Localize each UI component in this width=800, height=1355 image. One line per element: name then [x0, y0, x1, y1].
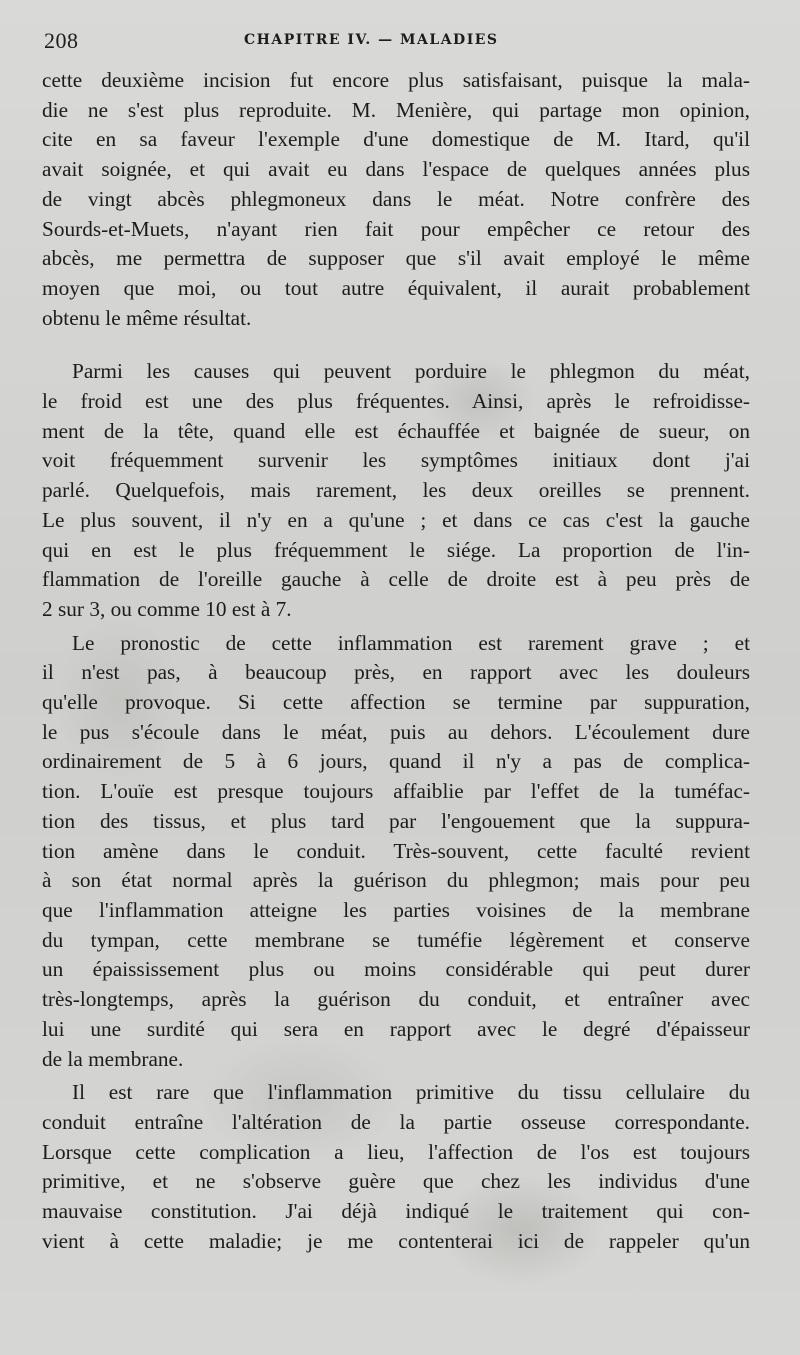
- text-line: cette deuxième incision fut encore plus satisfaisant, puisque la mala-: [42, 68, 750, 92]
- text-line: primitive, et ne s'observe guère que chez les individus d'une: [42, 1169, 750, 1194]
- text-line: 2 sur 3, ou comme 10 est à 7.: [42, 596, 292, 621]
- text-line: mauvaise constitution. J'ai déjà indiqué le traitement qui con-: [42, 1199, 750, 1224]
- text-line: le froid est une des plus fréquentes. Ainsi, après le refroidisse-: [42, 389, 750, 414]
- text-line: vient à cette maladie; je me contenterai ici de rappeler qu'un: [42, 1228, 750, 1253]
- text-line: die ne s'est plus reproduite. M. Menière, qui partage mon opinion,: [42, 97, 750, 122]
- text-line: tion des tissus, et plus tard par l'engouement que la suppura-: [42, 808, 750, 833]
- text-line: parlé. Quelquefois, mais rarement, les deux oreilles se prennent.: [42, 478, 750, 503]
- paragraph-2: [42, 357, 750, 624]
- text-line: il n'est pas, à beaucoup près, en rapport avec les douleurs: [42, 660, 750, 685]
- text-line: qui en est le plus fréquemment le siége. La proportion de l'in-: [42, 537, 750, 562]
- paragraph-1: [42, 66, 750, 333]
- text-line: de vingt abcès phlegmoneux dans le méat. Notre confrère des: [42, 186, 750, 211]
- text-line: ment de la tête, quand elle est échauffée et baignée de sueur, on: [42, 418, 750, 443]
- text-line: Il est rare que l'inflammation primitive du tissu cellulaire du: [72, 1080, 750, 1105]
- text-line: très-longtemps, après la guérison du conduit, et entraîner avec: [42, 987, 750, 1012]
- text-line: Le pronostic de cette inflammation est rarement grave ; et: [72, 630, 750, 655]
- text-line: obtenu le même résultat.: [42, 305, 252, 330]
- text-line: avait soignée, et qui avait eu dans l'espace de quelques années plus: [42, 157, 750, 182]
- text-line: à son état normal après la guérison du phlegmon; mais pour peu: [42, 868, 750, 893]
- page-number: 208: [44, 28, 79, 53]
- body-text: [42, 66, 750, 1256]
- page-header: [44, 28, 756, 56]
- running-head: CHAPITRE IV. — MALADIES: [244, 32, 499, 48]
- text-line: de la membrane.: [42, 1046, 184, 1071]
- text-line: conduit entraîne l'altération de la partie osseuse correspondante.: [42, 1109, 750, 1134]
- text-line: qu'elle provoque. Si cette affection se termine par suppuration,: [42, 690, 750, 715]
- text-line: du tympan, cette membrane se tuméfie légèrement et conserve: [42, 927, 750, 952]
- text-line: voit fréquemment survenir les symptômes initiaux dont j'ai: [42, 448, 750, 473]
- text-line: le pus s'écoule dans le méat, puis au dehors. L'écoulement dure: [42, 719, 750, 744]
- text-line: Le plus souvent, il n'y en a qu'une ; et dans ce cas c'est la gauche: [42, 507, 750, 532]
- text-line: Lorsque cette complication a lieu, l'affection de l'os est toujours: [42, 1139, 750, 1164]
- text-line: cite en sa faveur l'exemple d'une domestique de M. Itard, qu'il: [42, 127, 750, 152]
- paragraph-4: [42, 1078, 750, 1256]
- text-line: moyen que moi, ou tout autre équivalent, il aurait probablement: [42, 275, 750, 300]
- text-line: flammation de l'oreille gauche à celle de droite est à peu près de: [42, 567, 750, 592]
- text-line: tion amène dans le conduit. Très-souvent, cette faculté revient: [42, 838, 750, 863]
- text-line: que l'inflammation atteigne les parties voisines de la membrane: [42, 897, 750, 922]
- paragraph-3: [42, 629, 750, 1075]
- text-line: Sourds-et-Muets, n'ayant rien fait pour empêcher ce retour des: [42, 216, 750, 241]
- text-line: un épaississement plus ou moins considérable qui peut durer: [42, 957, 750, 982]
- text-line: abcès, me permettra de supposer que s'il avait employé le même: [42, 246, 750, 271]
- text-line: lui une surdité qui sera en rapport avec le degré d'épaisseur: [42, 1016, 750, 1041]
- text-line: ordinairement de 5 à 6 jours, quand il n'y a pas de complica-: [42, 749, 750, 774]
- text-line: Parmi les causes qui peuvent porduire le phlegmon du méat,: [72, 359, 750, 384]
- text-line: tion. L'ouïe est presque toujours affaiblie par l'effet de la tuméfac-: [42, 779, 750, 804]
